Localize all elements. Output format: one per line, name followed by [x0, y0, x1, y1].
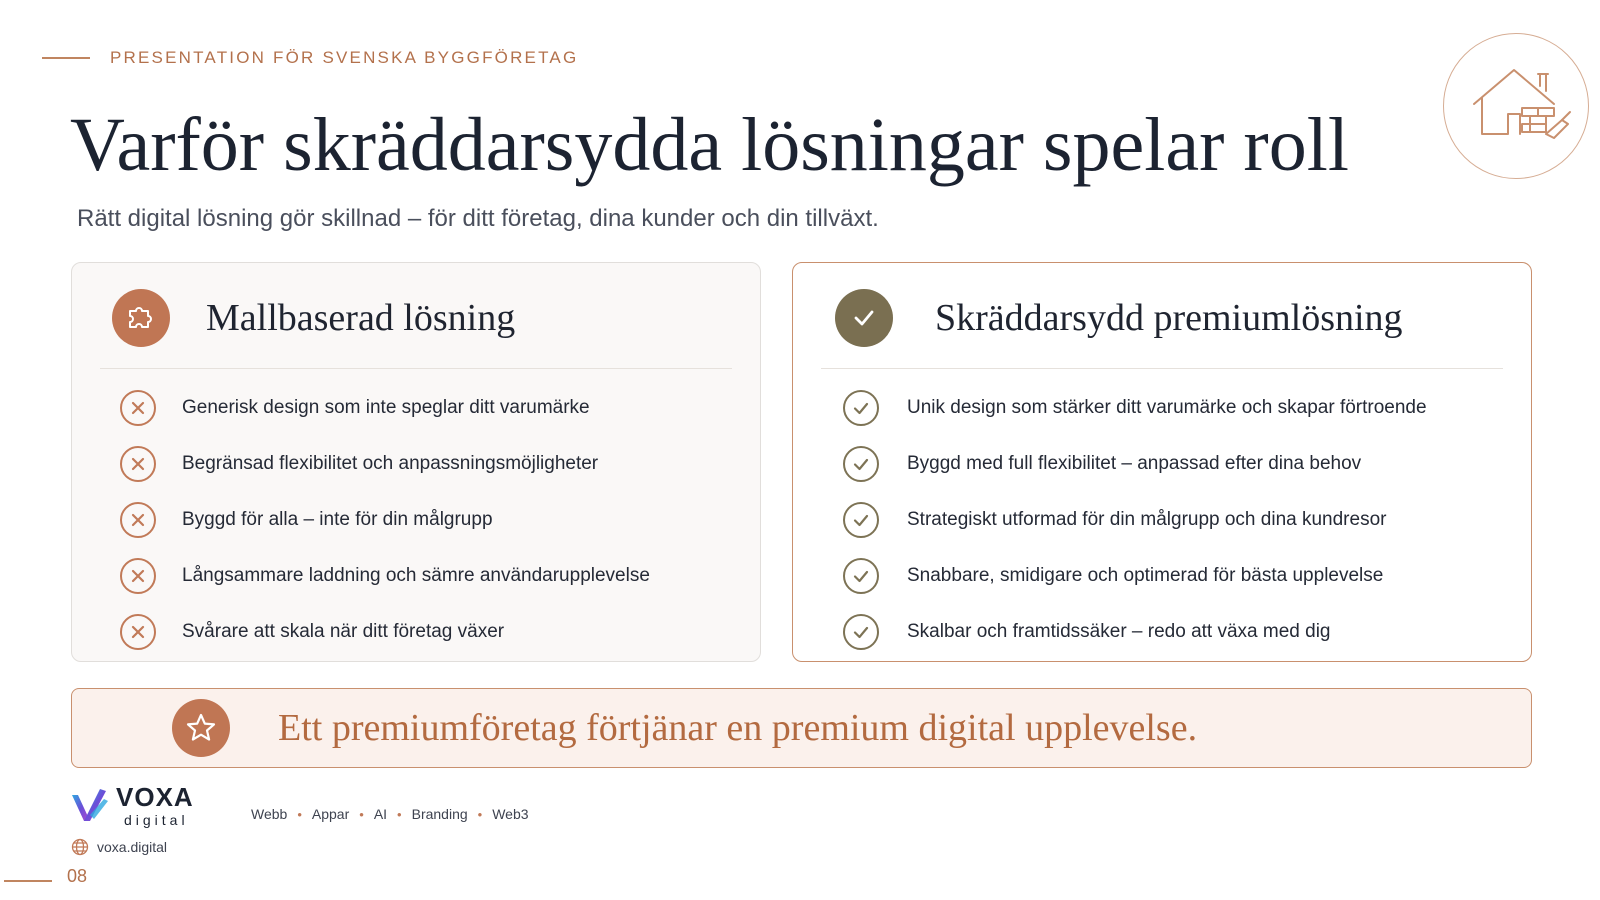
brand-subname: digital — [124, 812, 189, 828]
card-title: Mallbaserad lösning — [206, 297, 516, 339]
voxa-logo-icon — [70, 785, 110, 827]
website-link[interactable] — [71, 838, 167, 856]
service-item: AI — [373, 806, 388, 822]
pro-item — [843, 436, 1511, 492]
con-item — [120, 436, 740, 492]
card-divider — [821, 368, 1503, 369]
close-icon — [120, 502, 156, 538]
bullet-separator: • — [297, 806, 302, 822]
page-number: 08 — [67, 866, 88, 886]
close-icon — [120, 446, 156, 482]
card-header — [112, 287, 730, 349]
check-icon — [843, 446, 879, 482]
eyebrow-text: PRESENTATION FÖR SVENSKA BYGGFÖRETAG — [110, 48, 579, 67]
brand-name: VOXA — [116, 782, 194, 812]
website-text: voxa.digital — [97, 839, 168, 855]
services-list — [251, 806, 529, 822]
pro-item — [843, 604, 1511, 660]
house-brick-trowel-icon — [1443, 33, 1589, 179]
pro-item-text: Byggd med full flexibilitet – anpassad efter dina behov — [907, 453, 1362, 474]
con-item — [120, 548, 740, 604]
puzzle-icon — [112, 289, 170, 347]
eyebrow — [42, 48, 578, 68]
premium-banner — [71, 688, 1532, 768]
bullet-separator: • — [359, 806, 364, 822]
pro-list — [843, 380, 1511, 660]
pro-item-text: Strategiskt utformad för din målgrupp och dina kundresor — [907, 509, 1387, 530]
custom-solution-card — [792, 262, 1532, 662]
con-item-text: Byggd för alla – inte för din målgrupp — [182, 509, 493, 530]
check-icon — [843, 390, 879, 426]
pro-item — [843, 492, 1511, 548]
check-icon — [843, 558, 879, 594]
close-icon — [120, 558, 156, 594]
pro-item-text: Skalbar och framtidssäker – redo att växa med dig — [907, 621, 1331, 642]
pro-item — [843, 380, 1511, 436]
check-icon — [843, 502, 879, 538]
con-item-text: Svårare att skala när ditt företag växer — [182, 621, 505, 642]
pro-item — [843, 548, 1511, 604]
con-item-text: Generisk design som inte speglar ditt varumärke — [182, 397, 590, 418]
con-list — [120, 380, 740, 660]
page-number-line — [4, 880, 52, 882]
card-title: Skräddarsydd premiumlösning — [935, 297, 1403, 339]
con-item — [120, 380, 740, 436]
service-item: Web3 — [492, 806, 529, 822]
close-icon — [120, 390, 156, 426]
check-icon — [835, 289, 893, 347]
pro-item-text: Snabbare, smidigare och optimerad för bästa upplevelse — [907, 565, 1384, 586]
bullet-separator: • — [397, 806, 402, 822]
page-subtitle: Rätt digital lösning gör skillnad – för ditt företag, dina kunder och din tillväxt. — [77, 205, 879, 232]
service-item: Webb — [251, 806, 288, 822]
eyebrow-line — [42, 57, 90, 59]
page-title: Varför skräddarsydda lösningar spelar roll — [70, 103, 1349, 187]
star-icon — [172, 699, 230, 757]
pro-item-text: Unik design som stärker ditt varumärke och skapar förtroende — [907, 397, 1427, 418]
con-item — [120, 604, 740, 660]
con-item-text: Långsammare laddning och sämre användarupplevelse — [182, 565, 650, 586]
service-item: Appar — [311, 806, 350, 822]
con-item — [120, 492, 740, 548]
card-header — [835, 287, 1501, 349]
card-divider — [100, 368, 732, 369]
brand-logo — [70, 784, 194, 828]
template-solution-card — [71, 262, 761, 662]
bullet-separator: • — [477, 806, 483, 822]
close-icon — [120, 614, 156, 650]
con-item-text: Begränsad flexibilitet och anpassningsmöjligheter — [182, 453, 599, 474]
banner-text: Ett premiumföretag förtjänar en premium digital upplevelse. — [278, 707, 1198, 749]
globe-icon — [71, 838, 89, 856]
check-icon — [843, 614, 879, 650]
service-item: Branding — [411, 806, 468, 822]
